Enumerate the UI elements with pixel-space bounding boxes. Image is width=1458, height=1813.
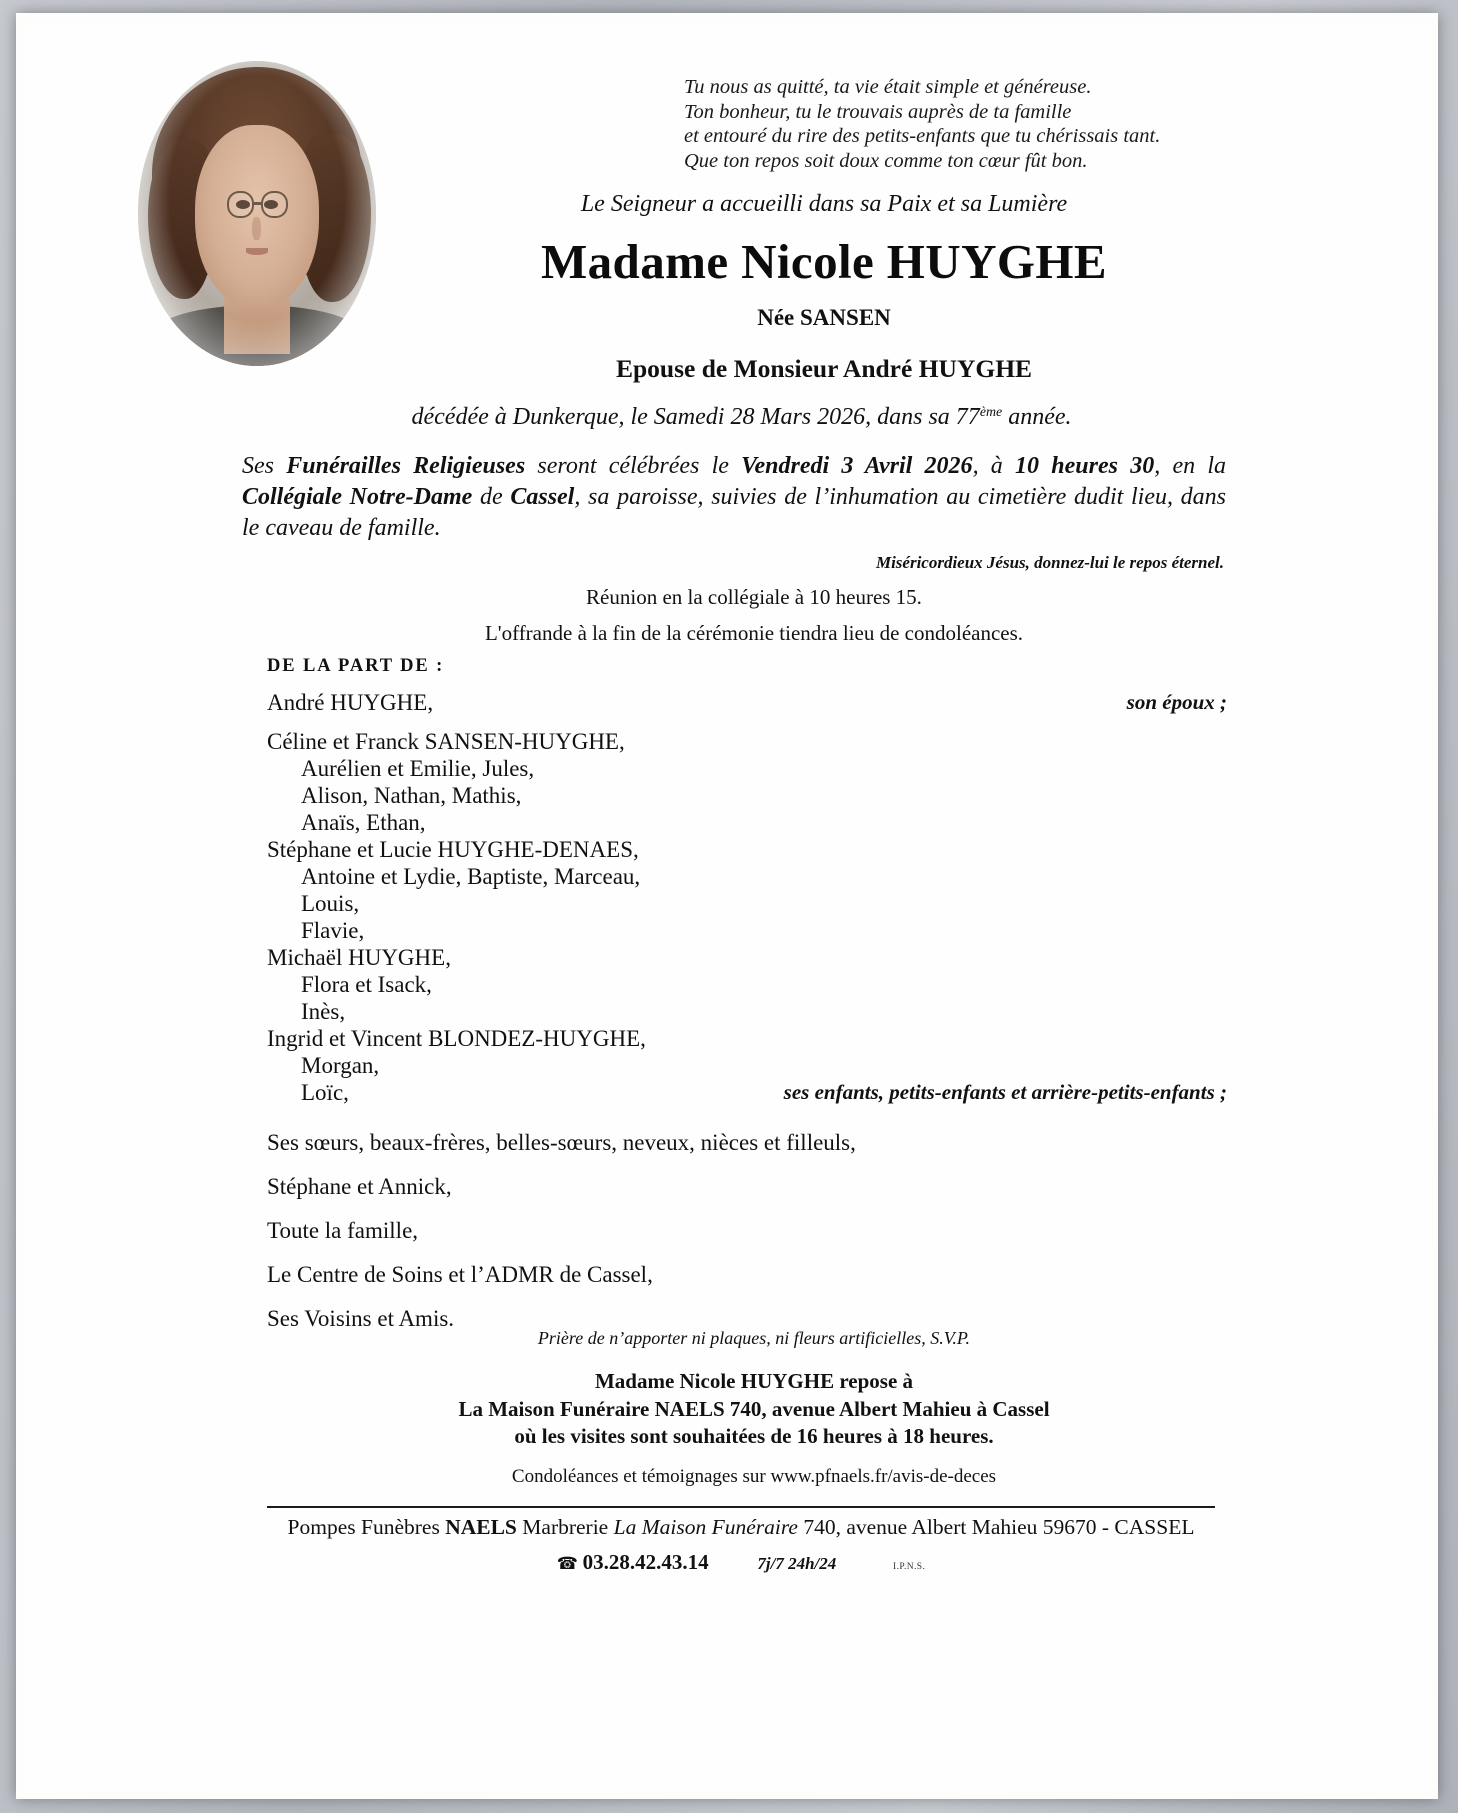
gathering-time-line: Réunion en la collégiale à 10 heures 15. [586, 585, 922, 609]
repose-line: Madame Nicole HUYGHE repose à [594, 1369, 914, 1393]
footer-maison-funeraire: La Maison Funéraire [613, 1515, 798, 1539]
portrait-oval-frame [138, 61, 376, 366]
funeral-text-6: , sa paroisse, suivies de l’inhumation au cimetière dudit lieu, dans le caveau de famille. [242, 484, 1227, 541]
offering-note-line: L'offrande à la fin de la cérémonie tiendra lieu de condoléances. [484, 621, 1024, 645]
family-member-name: Morgan, [301, 1053, 380, 1078]
footer-text-3: 740, avenue Albert Mahieu 59670 - CASSEL [797, 1515, 1195, 1539]
family-member-row [267, 1079, 1227, 1106]
family-member-name: Flora et Isack, [301, 972, 432, 997]
family-member-name: Loïc, [301, 1080, 349, 1105]
family-member-name: Louis, [301, 891, 360, 916]
ipns-notice: I.P.N.S. [893, 1562, 926, 1572]
poem-line: et entouré du rire des petits-enfants que tu chérissais tant. [684, 125, 1161, 147]
poem-line: Ton bonheur, tu le trouvais auprès de ta famille [684, 100, 1072, 123]
spouse-of-line: Epouse de Monsieur André HUYGHE [615, 354, 1033, 383]
family-member-row [267, 971, 1227, 998]
family-member-name: Aurélien et Emilie, Jules, [301, 756, 535, 781]
funeral-service-paragraph [242, 451, 1226, 544]
funeral-text-3: , à [972, 453, 1016, 479]
family-member-row [267, 944, 1227, 971]
family-member-name: Anaïs, Ethan, [301, 810, 426, 835]
family-member-row [267, 917, 1227, 944]
poem-line: Tu nous as quitté, ta vie était simple et généreuse. [684, 76, 1092, 98]
family-member-name: Antoine et Lydie, Baptiste, Marceau, [301, 864, 641, 889]
family-member-row [267, 1025, 1227, 1052]
funeral-text-1: Ses [242, 453, 287, 479]
funeral-text-4: , en la [1154, 453, 1227, 479]
repose-line: La Maison Funéraire NAELS 740, avenue Albert Mahieu à Cassel [458, 1396, 1050, 1421]
no-flowers-note: Prière de n’apporter ni plaques, ni fleurs artificielles, S.V.P. [537, 1328, 971, 1348]
family-member-row [267, 1052, 1227, 1079]
funeral-home-address [267, 1515, 1215, 1540]
funeral-bold-town: Cassel [510, 484, 575, 510]
extended-family-row: Le Centre de Soins et l’ADMR de Cassel, [267, 1262, 653, 1287]
portrait-photo [138, 61, 376, 366]
condolences-link-line[interactable]: Condoléances et témoignages sur www.pfnaels.fr/avis-de-deces [511, 1466, 997, 1487]
family-member-name: Ingrid et Vincent BLONDEZ-HUYGHE, [267, 1026, 646, 1051]
poem-line: Que ton repos soit doux comme ton cœur fût bon. [684, 149, 1088, 172]
family-member-name: Céline et Franck SANSEN-HUYGHE, [267, 729, 625, 754]
lord-received-line: Le Seigneur a accueilli dans sa Paix et sa Lumière [580, 191, 1068, 217]
footer-contact-row [267, 1550, 1215, 1575]
family-member-row [267, 782, 1227, 809]
death-prefix: décédée à Dunkerque, le Samedi 28 Mars 2026, dans sa 77 [411, 404, 980, 430]
funeral-text-2: seront célébrées le [525, 453, 742, 479]
family-member-name: André HUYGHE, [267, 690, 434, 715]
family-member-name: Alison, Nathan, Mathis, [301, 783, 522, 808]
footer-company-name: NAELS [445, 1515, 517, 1539]
funeral-bold-time: 10 heures 30 [1015, 453, 1155, 479]
page-content [24, 23, 1430, 1791]
phone-icon: ☎ [556, 1554, 578, 1573]
age-ordinal: ème [979, 404, 1003, 420]
family-member-name: Stéphane et Lucie HUYGHE-DENAES, [267, 837, 639, 862]
from-label: DE LA PART DE : [267, 656, 445, 676]
extended-family-row: Toute la famille, [267, 1218, 419, 1243]
death-details-line [239, 404, 1244, 431]
maiden-name: Née SANSEN [757, 305, 891, 330]
family-member-row [267, 755, 1227, 782]
extended-family-row: Ses Voisins et Amis. [267, 1306, 455, 1331]
family-member-name: Flavie, [301, 918, 365, 943]
death-suffix: année. [1002, 404, 1072, 430]
funeral-bold-religious: Funérailles Religieuses [286, 453, 526, 479]
opening-hours: 7j/7 24h/24 [757, 1554, 837, 1573]
family-relation-label: ses enfants, petits-enfants et arrière-petits-enfants ; [783, 1080, 1227, 1104]
family-member-row [267, 809, 1227, 836]
repose-location-block [284, 1368, 1224, 1451]
family-member-row [267, 689, 1227, 716]
memorial-poem [684, 75, 1244, 173]
repose-line: où les visites sont souhaitées de 16 heures à 18 heures. [514, 1424, 994, 1448]
footer-text-2: Marbrerie [516, 1515, 614, 1539]
family-list [267, 689, 1227, 1106]
extended-family-row: Stéphane et Annick, [267, 1174, 452, 1199]
family-relation-label: son époux ; [1126, 690, 1227, 714]
funeral-notice-page [16, 13, 1438, 1799]
funeral-text-5: de [472, 484, 511, 510]
family-member-row [267, 728, 1227, 755]
family-member-row [267, 998, 1227, 1025]
mercy-prayer-line: Miséricordieux Jésus, donnez-lui le repos éternel. [875, 553, 1224, 572]
funeral-bold-date: Vendredi 3 Avril 2026 [741, 453, 973, 479]
portrait-vignette [138, 61, 376, 366]
footer-text-1: Pompes Funèbres [287, 1515, 446, 1539]
family-member-row [267, 836, 1227, 863]
extended-family-list [267, 1129, 1227, 1349]
phone-number[interactable]: 03.28.42.43.14 [582, 1550, 709, 1574]
footer-divider [267, 1506, 1215, 1508]
family-member-row [267, 890, 1227, 917]
family-member-row [267, 863, 1227, 890]
deceased-name: Madame Nicole HUYGHE [541, 234, 1107, 289]
funeral-bold-church: Collégiale Notre-Dame [242, 484, 473, 510]
extended-family-row: Ses sœurs, beaux-frères, belles-sœurs, neveux, nièces et filleuls, [267, 1130, 856, 1155]
family-member-name: Inès, [301, 999, 346, 1024]
family-member-name: Michaël HUYGHE, [267, 945, 451, 970]
